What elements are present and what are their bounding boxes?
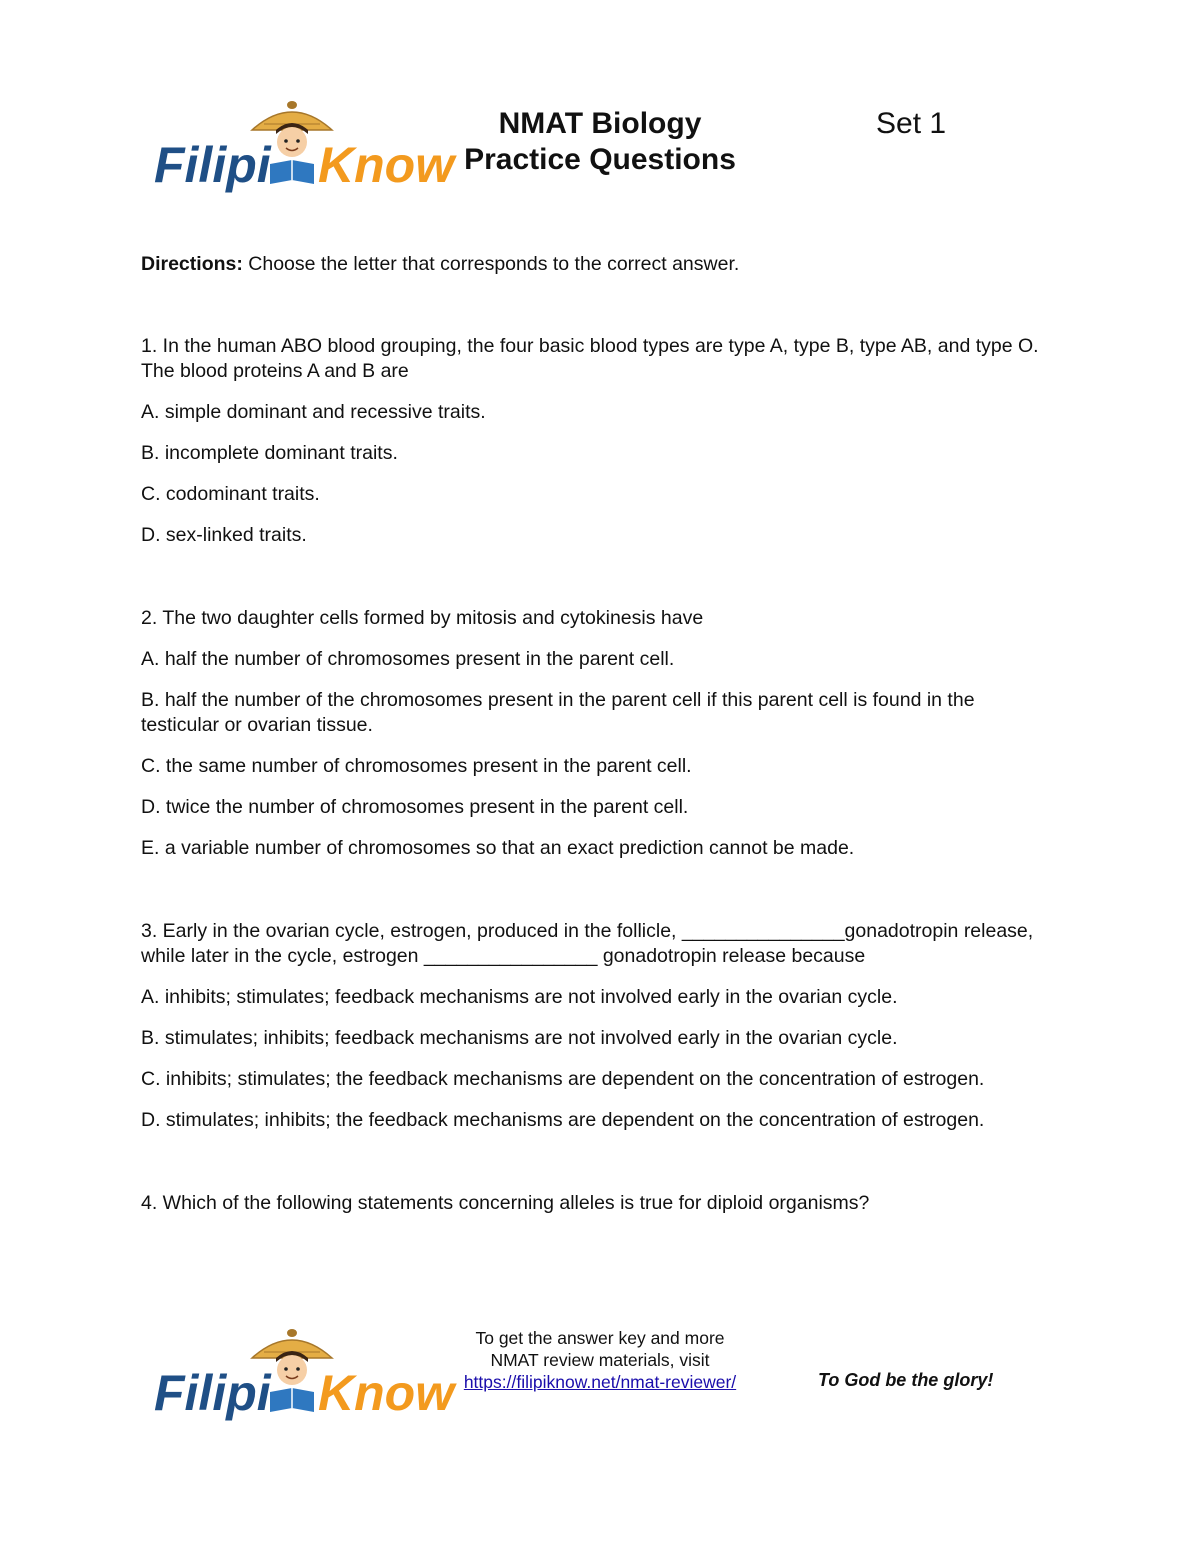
title-line-1: NMAT Biology — [498, 107, 702, 140]
logo-text-know: Know — [318, 1365, 455, 1421]
answer-option: B. incomplete dominant traits. — [141, 442, 398, 464]
page-title — [420, 106, 780, 178]
reviewer-link[interactable]: https://filipiknow.net/nmat-reviewer/ — [463, 1372, 737, 1392]
question-2 — [141, 606, 1041, 861]
directions — [141, 252, 739, 277]
answer-option: C. the same number of chromosomes present in the parent cell. — [141, 755, 692, 777]
directions-text: Choose the letter that corresponds to the correct answer. — [242, 253, 740, 275]
questions-list — [141, 334, 1041, 1274]
logo-text-filipi: Filipi — [154, 1365, 271, 1421]
answer-option: A. half the number of chromosomes present in the parent cell. — [141, 648, 675, 670]
answer-option: D. stimulates; inhibits; the feedback mechanisms are dependent on the concentration of estrogen. — [141, 1109, 985, 1131]
answer-option: A. inhibits; stimulates; feedback mechanisms are not involved early in the ovarian cycle. — [141, 986, 898, 1008]
title-line-2: Practice Questions — [464, 143, 736, 176]
question-4 — [141, 1191, 1041, 1216]
answer-option: B. stimulates; inhibits; feedback mechanisms are not involved early in the ovarian cycle. — [141, 1027, 898, 1049]
answer-option: C. inhibits; stimulates; the feedback mechanisms are dependent on the concentration of estrogen. — [141, 1068, 985, 1090]
header-logo — [152, 90, 455, 200]
footer-logo — [152, 1318, 455, 1428]
logo-text-filipi: Filipi — [154, 137, 271, 193]
logo-text-know: Know — [318, 137, 455, 193]
answer-option: D. twice the number of chromosomes present in the parent cell. — [141, 796, 689, 818]
question-3 — [141, 919, 1041, 1133]
answer-option: B. half the number of the chromosomes present in the parent cell if this parent cell is found in the testicular or ovarian tissue. — [141, 689, 975, 736]
question-stem: 1. In the human ABO blood grouping, the four basic blood types are type A, type B, type AB, and type O. The blood proteins A and B are — [141, 335, 1039, 382]
answer-option: C. codominant traits. — [141, 483, 320, 505]
boy-with-salakot-icon — [152, 90, 455, 200]
question-stem: 2. The two daughter cells formed by mitosis and cytokinesis have — [141, 607, 704, 629]
footer-note-line-2: NMAT review materials, visit — [490, 1350, 710, 1370]
question-1 — [141, 334, 1041, 548]
footer-note — [440, 1327, 760, 1393]
answer-option: D. sex-linked traits. — [141, 524, 307, 546]
answer-option: E. a variable number of chromosomes so that an exact prediction cannot be made. — [141, 837, 855, 859]
directions-label: Directions: — [141, 253, 243, 275]
set-label: Set 1 — [876, 107, 947, 140]
boy-with-salakot-icon — [152, 1318, 455, 1428]
question-stem: 4. Which of the following statements concerning alleles is true for diploid organisms? — [141, 1192, 870, 1214]
answer-option: A. simple dominant and recessive traits. — [141, 401, 486, 423]
footer-note-line-1: To get the answer key and more — [475, 1328, 725, 1348]
footer-motto: To God be the glory! — [818, 1370, 994, 1390]
question-stem: 3. Early in the ovarian cycle, estrogen, produced in the follicle, _______________gonadotropin release, while later in the cycle, estrogen ________________ gonadotropin release because — [141, 920, 1034, 967]
